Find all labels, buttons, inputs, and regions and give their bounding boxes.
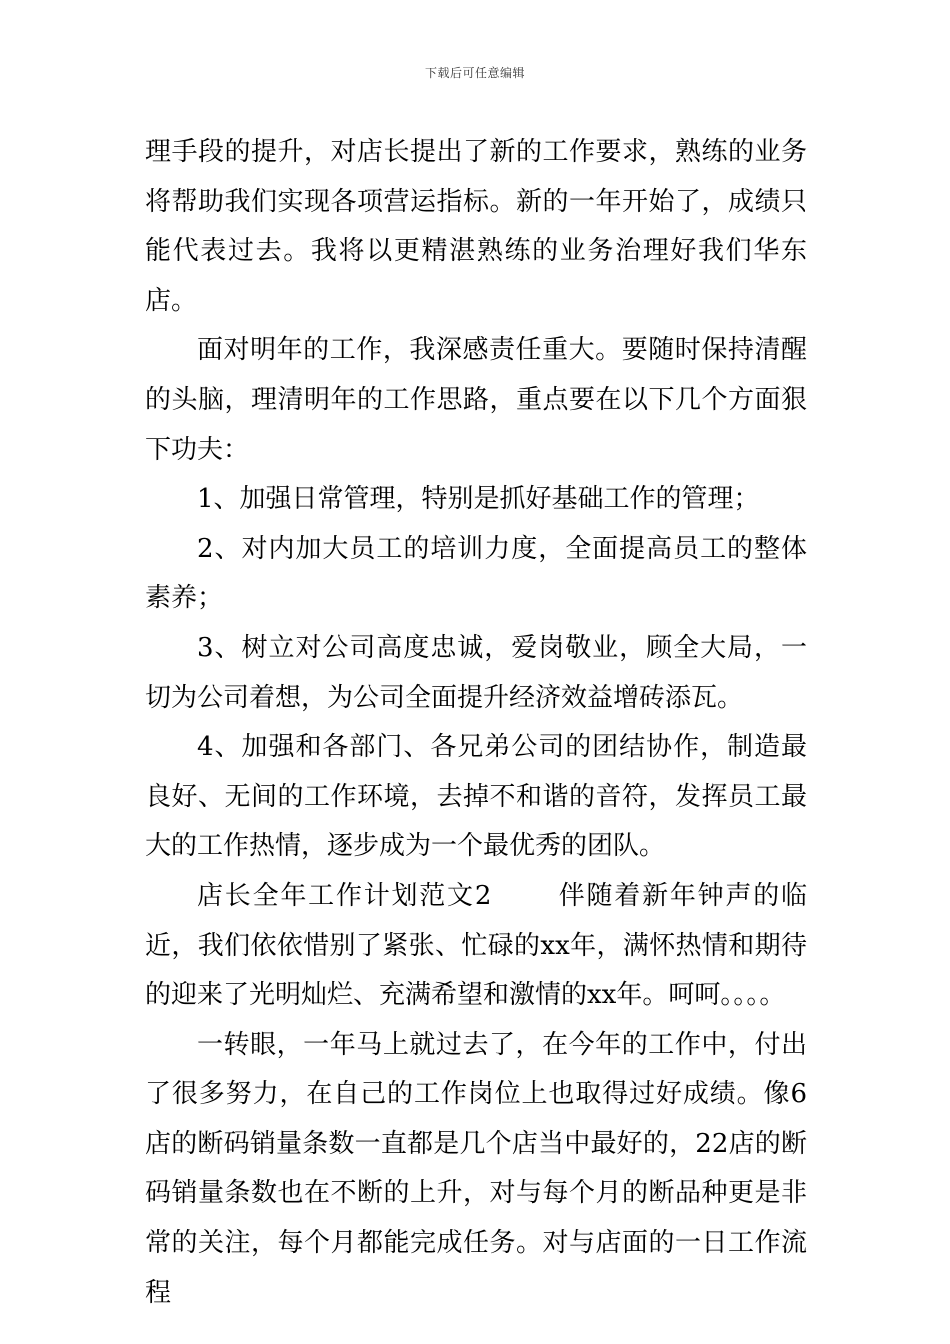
- page-header: 下载后可任意编辑: [424, 66, 525, 80]
- paragraph-continuation: 理手段的提升，对店长提出了新的工作要求，熟练的业务将帮助我们实现各项营运指标。新的一年开始了，成绩只能代表过去。我将以更精湛熟练的业务治理好我们华东店。: [145, 137, 807, 316]
- paragraph-sample-2-intro: 店长全年工作计划范文2 伴随着新年钟声的临近，我们依依惜别了紧张、忙碌的xx年，满怀热情和期待的迎来了光明灿烂、充满希望和激情的xx年。呵呵。。。。: [145, 880, 807, 1011]
- document-body: [145, 128, 807, 1318]
- paragraph-year-review: 一转眼，一年马上就过去了，在今年的工作中，付出了很多努力，在自己的工作岗位上也取得过好成绩。像6店的断码销量条数一直都是几个店当中最好的，22店的断码销量条数也在不断的上升，对与每个月的断品种更是非常的关注，每个月都能完成任务。对与店面的一日工作流程: [145, 1029, 807, 1308]
- list-item-2: 2、对内加大员工的培训力度，全面提高员工的整体素养；: [145, 533, 807, 614]
- list-item-4: 4、加强和各部门、各兄弟公司的团结协作，制造最良好、无间的工作环境，去掉不和谐的音符，发挥员工最大的工作热情，逐步成为一个最优秀的团队。: [145, 732, 807, 862]
- paragraph-responsibility: 面对明年的工作，我深感责任重大。要随时保持清醒的头脑，理清明年的工作思路，重点要在以下几个方面狠下功夫：: [145, 335, 807, 465]
- list-item-3: 3、树立对公司高度忠诚，爱岗敬业，顾全大局，一切为公司着想，为公司全面提升经济效益增砖添瓦。: [145, 632, 807, 713]
- list-item-1: 1、加强日常管理，特别是抓好基础工作的管理；: [197, 484, 760, 515]
